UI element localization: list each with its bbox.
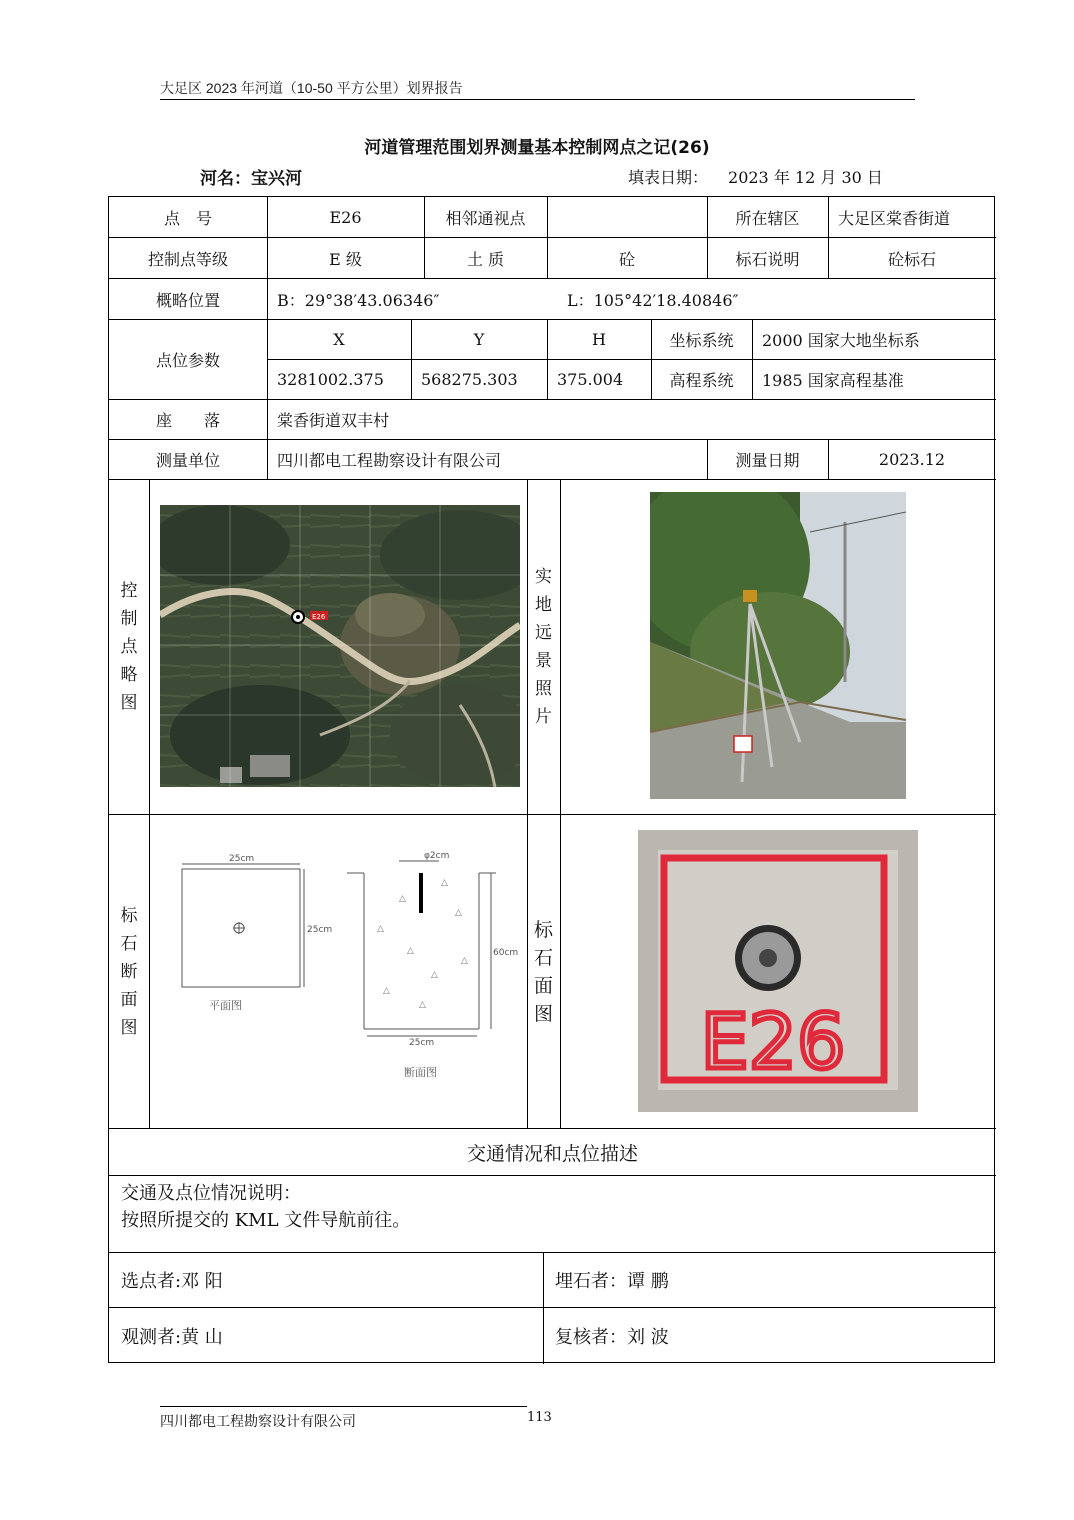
h-label: H — [592, 329, 606, 349]
svg-text:△: △ — [377, 924, 384, 934]
height-sys-value: 1985 国家高程基准 — [762, 371, 904, 390]
fill-date — [628, 165, 883, 188]
vertical-label-char: 石 — [533, 946, 553, 969]
sketch-label — [109, 480, 149, 814]
site-label: 座 落 — [155, 410, 220, 430]
vertical-label-char: 石 — [120, 933, 138, 954]
section-width-dim: 25cm — [409, 1038, 435, 1048]
observer-name: 观测者:黄 山 — [121, 1326, 223, 1348]
site-photo — [650, 492, 906, 799]
adjacent-label: 相邻通视点 — [445, 208, 526, 228]
svg-text:△: △ — [431, 970, 438, 980]
page-title: 河道管理范围划界测量基本控制网点之记(26) — [364, 138, 710, 158]
section-view-caption: 断面图 — [404, 1066, 437, 1079]
svg-text:△: △ — [383, 986, 390, 996]
y-label: Y — [473, 329, 485, 349]
survey-date-value: 2023.12 — [878, 449, 946, 469]
location-label: 概略位置 — [155, 290, 220, 310]
vertical-label-char: 标 — [533, 918, 553, 941]
selector-name: 选点者:邓 阳 — [121, 1271, 223, 1292]
marker-label: 标石说明 — [735, 249, 800, 269]
unit-value: 四川都电工程勘察设计有限公司 — [277, 450, 502, 470]
x-value: 3281002.375 — [277, 370, 384, 389]
vertical-label-char: 控 — [120, 581, 138, 601]
latitude-value: B：29°38′43.06346″ — [277, 290, 440, 310]
vertical-label-char: 点 — [120, 637, 138, 657]
header-rule — [160, 99, 915, 100]
coord-sys-value: 2000 国家大地坐标系 — [762, 330, 920, 350]
svg-text:△: △ — [461, 956, 468, 966]
marker-value: 砼标石 — [887, 249, 936, 269]
page-number: 113 — [527, 1410, 552, 1425]
control-point-table — [108, 196, 995, 1363]
coord-sys-label: 坐标系统 — [669, 330, 734, 350]
survey-date-label: 测量日期 — [735, 450, 800, 470]
photo-label — [527, 480, 560, 814]
x-label: X — [333, 329, 345, 349]
river-name: 河名：宝兴河 — [200, 169, 302, 189]
vertical-label-char: 面 — [120, 989, 138, 1010]
point-no-value: E26 — [329, 207, 362, 227]
fill-date-label: 填表日期： — [628, 168, 709, 187]
soil-label: 土 质 — [466, 249, 505, 269]
report-header: 大足区 2023 年河道（10-50 平方公里）划界报告 — [160, 80, 463, 96]
svg-text:△: △ — [407, 946, 414, 956]
fill-date-value: 2023 年 12 月 30 日 — [728, 168, 883, 187]
burier-name: 埋石者：谭 鹏 — [555, 1271, 669, 1292]
vertical-label-char: 实 — [535, 567, 552, 587]
params-label: 点位参数 — [155, 350, 220, 370]
pin-diameter-dim: φ2cm — [424, 851, 450, 861]
unit-label: 测量单位 — [155, 450, 220, 470]
grade-label: 控制点等级 — [147, 249, 228, 269]
marker-stone-photo — [638, 830, 918, 1112]
district-label: 所在辖区 — [735, 208, 800, 228]
y-value: 568275.303 — [421, 370, 518, 389]
height-sys-label: 高程系统 — [669, 371, 734, 390]
h-value: 375.004 — [557, 370, 624, 389]
vertical-label-char: 图 — [120, 1017, 138, 1038]
site-value: 棠香街道双丰村 — [277, 410, 390, 430]
depth-dim: 60cm — [493, 948, 519, 958]
district-value: 大足区棠香街道 — [838, 208, 951, 228]
footer-rule — [160, 1406, 527, 1407]
reviewer-name: 复核者：刘 波 — [555, 1326, 669, 1348]
svg-text:△: △ — [455, 908, 462, 918]
vertical-label-char: 标 — [120, 905, 138, 926]
plan-height-dim: 25cm — [307, 925, 333, 935]
point-no-label: 点 号 — [163, 208, 212, 228]
face-label — [527, 815, 560, 1128]
vertical-label-char: 图 — [120, 693, 138, 713]
vertical-label-char: 略 — [120, 665, 138, 685]
vertical-label-char: 图 — [533, 1002, 553, 1025]
adjacent-value — [547, 197, 707, 237]
vertical-label-char: 地 — [535, 595, 552, 615]
traffic-section-header: 交通情况和点位描述 — [466, 1142, 638, 1165]
vertical-label-char: 远 — [535, 623, 552, 643]
soil-value: 砼 — [618, 249, 635, 269]
svg-text:△: △ — [399, 894, 406, 904]
stone-engraving: E26 — [700, 997, 846, 1086]
plan-view-caption: 平面图 — [209, 999, 242, 1012]
vertical-label-char: 照 — [535, 679, 552, 699]
vertical-label-char: 片 — [535, 707, 552, 727]
vertical-label-char: 面 — [533, 974, 553, 997]
section-label — [109, 815, 149, 1128]
grade-value: E 级 — [329, 249, 362, 269]
svg-text:△: △ — [441, 878, 448, 888]
svg-text:△: △ — [419, 1000, 426, 1010]
plan-width-dim: 25cm — [229, 854, 255, 864]
location-sketch-map — [160, 505, 520, 787]
traffic-description: 按照所提交的 KML 文件导航前往。 — [121, 1210, 411, 1231]
footer-company: 四川都电工程勘察设计有限公司 — [160, 1413, 356, 1429]
longitude-value: L：105°42′18.40846″ — [567, 290, 739, 310]
traffic-title: 交通及点位情况说明： — [121, 1183, 301, 1204]
vertical-label-char: 景 — [535, 651, 552, 671]
vertical-label-char: 制 — [120, 609, 138, 629]
marker-section-drawing — [169, 827, 519, 1087]
map-marker-label: E26 — [312, 613, 326, 621]
vertical-label-char: 断 — [120, 961, 138, 982]
